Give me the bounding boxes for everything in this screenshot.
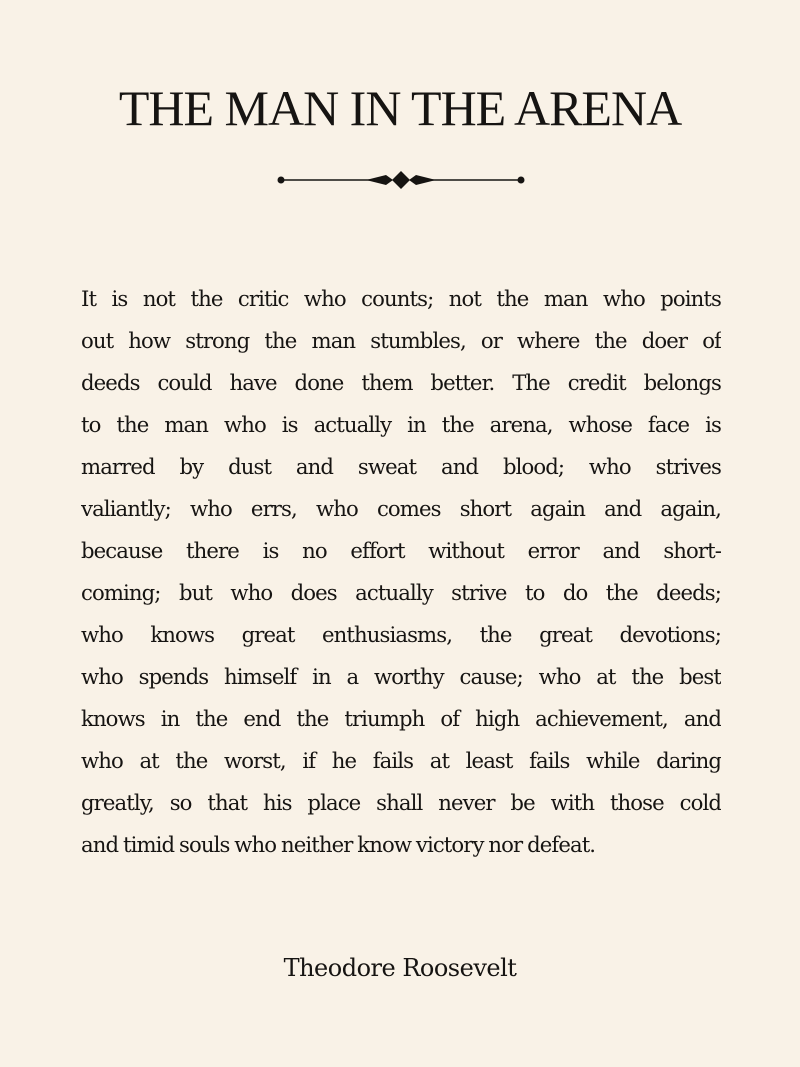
quote-line: It is not the critic who counts; not the man who points	[81, 286, 721, 311]
quote-line: who knows great enthusiasms, the great devotions;	[81, 622, 721, 647]
quote-line: who at the worst, if he fails at least fails while daring	[81, 748, 721, 773]
quote-body	[81, 278, 721, 866]
quote-line: out how strong the man stumbles, or where the doer of	[81, 328, 721, 353]
ornamental-divider-icon	[276, 168, 526, 192]
quote-line: valiantly; who errs, who comes short again and again,	[81, 496, 721, 521]
quote-line: knows in the end the triumph of high achievement, and	[81, 706, 721, 731]
quote-line: marred by dust and sweat and blood; who strives	[81, 454, 721, 479]
quote-line: and timid souls who neither know victory nor defeat.	[81, 832, 596, 857]
quote-line: coming; but who does actually strive to do the deeds;	[81, 580, 721, 605]
document-title: THE MAN IN THE ARENA	[118, 80, 682, 136]
quote-line: to the man who is actually in the arena, whose face is	[81, 412, 721, 437]
quote-line: because there is no effort without error and short-	[81, 538, 721, 563]
quote-line: greatly, so that his place shall never be with those cold	[81, 790, 721, 815]
quote-line: deeds could have done them better. The credit belongs	[81, 370, 721, 395]
quote-line: who spends himself in a worthy cause; who at the best	[81, 664, 721, 689]
quote-author: Theodore Roosevelt	[283, 954, 517, 982]
